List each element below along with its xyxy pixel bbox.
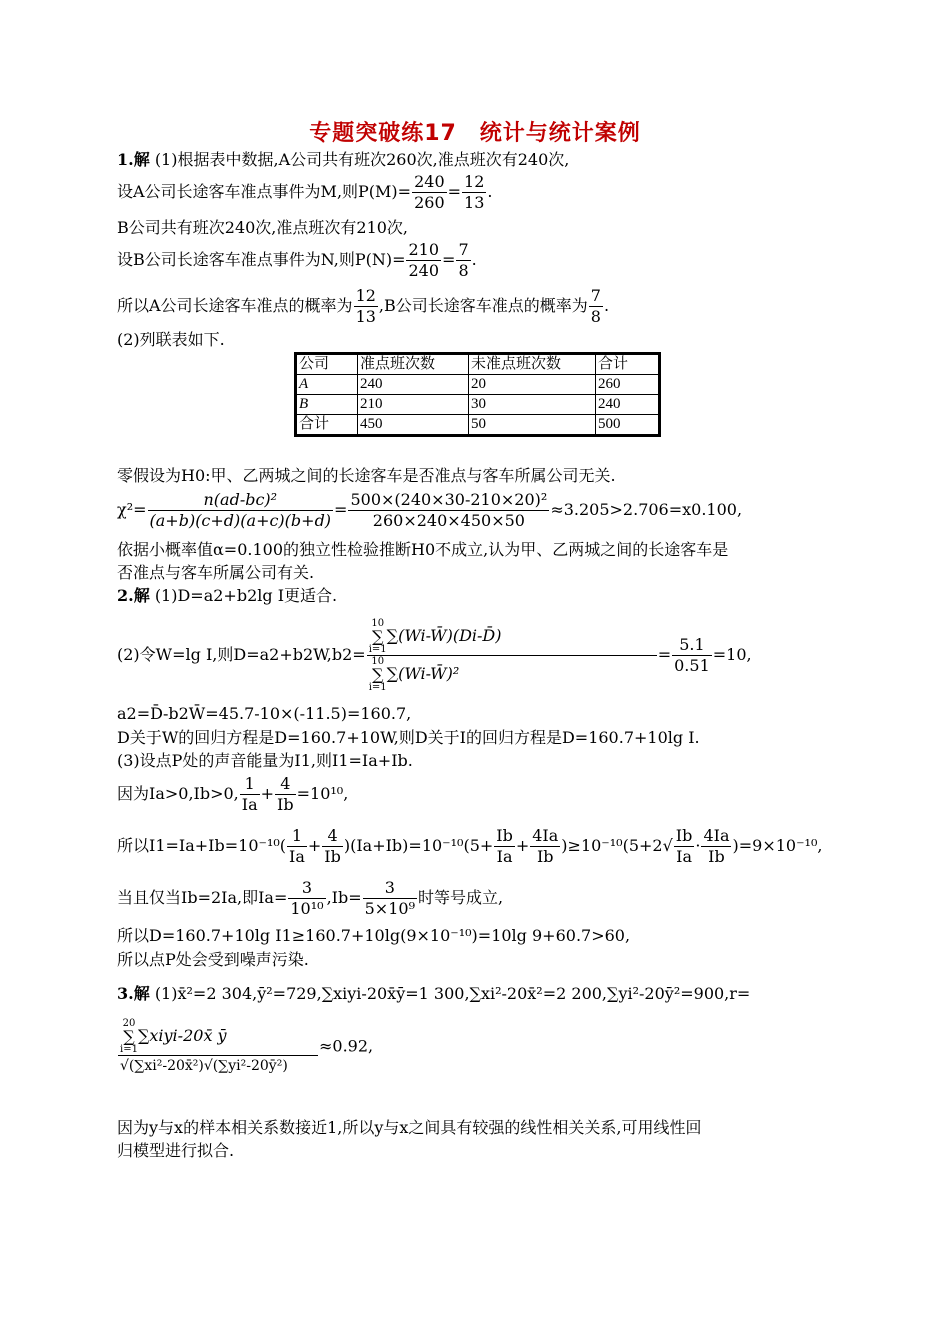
numerator: 3 (363, 878, 417, 899)
q3-line-1 (117, 984, 750, 1004)
denominator: 260 (414, 193, 445, 212)
table-cell: 450 (358, 415, 469, 436)
numerator: 4Ia (703, 826, 730, 845)
q1-line-1 (117, 150, 569, 170)
q1-label: .解 (128, 150, 150, 169)
q1-conclusion-b: ,B公司长途客车准点的概率为 (378, 296, 588, 315)
denominator: Ia (289, 847, 305, 866)
table-cell: B (296, 395, 358, 415)
q2-inequality-c: )≥10⁻¹⁰(5+2√ (561, 836, 673, 855)
table-cell: 240 (358, 375, 469, 395)
denominator-expr: ∑(Wi-W̄)² (386, 664, 460, 683)
denominator: Ib (277, 795, 294, 814)
fraction (148, 490, 334, 531)
fraction (287, 826, 307, 867)
chi-result: ≈3.205>2.706=x0.100, (550, 500, 743, 519)
fraction (462, 172, 486, 213)
q1-conclusion-a: 所以A公司长途客车准点的概率为 (117, 296, 353, 315)
fraction (494, 826, 515, 867)
q2-label: .解 (128, 586, 150, 605)
denominator: 0.51 (674, 656, 710, 675)
fraction (348, 490, 549, 531)
result: ≈0.92, (319, 1036, 374, 1056)
fraction (322, 826, 343, 867)
table-header-row (296, 354, 660, 375)
period: . (471, 250, 477, 269)
numerator: 7 (458, 240, 469, 259)
q2-b2-text: (2)令W=lg I,则D=a2+b2W,b2= (117, 645, 366, 664)
q1-pn-text: 设B公司长途客车准点事件为N,则P(N)= (117, 250, 406, 269)
numerator: n(ad-bc)² (148, 490, 334, 511)
q3-number: 3 (117, 984, 129, 1003)
table-cell: 30 (469, 395, 596, 415)
denominator: Ib (324, 847, 341, 866)
numerator: 210 (408, 240, 440, 259)
table-header-cell: 公司 (296, 354, 358, 375)
q1-conclusion-1: 依据小概率值α=0.100的独立性检验推断H0不成立,认为甲、乙两城之间的长途客车是 (117, 540, 729, 559)
q2-line-6 (117, 774, 348, 815)
plus: + (307, 836, 322, 855)
q2-line-9: 所以D=160.7+10lg I1≥160.7+10lg(9×10⁻¹⁰)=10lg 9+60.7>60, (117, 926, 631, 945)
q1-text: (1)根据表中数据,A公司共有班次260次,准点班次有240次, (154, 150, 570, 169)
denominator: √(∑xi²-20x̄²)√(∑yi²-20ȳ²) (120, 1058, 288, 1074)
denominator: 8 (458, 261, 469, 280)
contingency-table (294, 352, 661, 437)
fraction (672, 635, 712, 676)
q2-line-8 (117, 878, 503, 919)
q1-line-5 (117, 286, 609, 327)
fraction (118, 1018, 318, 1076)
fraction (363, 878, 417, 919)
table-header-cell: 合计 (596, 354, 660, 375)
period: . (487, 182, 493, 201)
table-cell: 500 (596, 415, 660, 436)
q2-line-5: (3)设点P处的声音能量为I1,则I1=Ia+Ib. (117, 751, 413, 770)
table-cell: 210 (358, 395, 469, 415)
table-header-cell: 准点班次数 (358, 354, 469, 375)
numerator: 4Ia (532, 826, 559, 845)
q2-line-1 (117, 586, 337, 606)
denominator: Ia (241, 795, 258, 814)
q2-line-7 (117, 826, 822, 867)
table-row (296, 395, 660, 415)
q1-pm-text: 设A公司长途客车准点事件为M,则P(M)= (117, 182, 412, 201)
fraction (406, 240, 441, 281)
sum-bottom: i=1 (368, 644, 387, 655)
numerator: 12 (464, 172, 485, 191)
numerator: Ib (675, 826, 693, 845)
equals: = (334, 500, 348, 519)
denominator: 10¹⁰ (290, 899, 324, 918)
result: =10¹⁰, (296, 784, 349, 803)
q3-label: .解 (128, 984, 150, 1003)
result: =10, (712, 645, 752, 664)
numerator: 4 (322, 826, 343, 847)
period: . (603, 296, 610, 315)
numerator: 12 (355, 286, 376, 305)
fraction (674, 826, 695, 867)
table-header-cell: 未准点班次数 (469, 354, 596, 375)
q1-chi-square (117, 490, 742, 531)
q3-conclusion-2: 归模型进行拟合. (117, 1141, 235, 1160)
numerator (367, 618, 657, 656)
denominator: 240 (408, 261, 440, 280)
q3-line-2 (117, 1018, 373, 1076)
numerator: Ib (496, 826, 513, 845)
q1-number: 1 (117, 150, 129, 169)
sum-symbol: 10 ∑ i=1 (368, 618, 387, 655)
numerator: 7 (590, 286, 601, 305)
q2-line-2 (117, 618, 752, 693)
chi-label: χ²= (117, 500, 147, 519)
denominator: Ia (496, 847, 513, 866)
denominator: Ib (708, 847, 725, 866)
dot: · (695, 836, 701, 855)
q1-line-3: B公司共有班次240次,准点班次有210次, (117, 218, 409, 237)
numerator: 1 (287, 826, 307, 847)
numerator (118, 1018, 318, 1056)
table-cell: 260 (596, 375, 660, 395)
table-row (296, 415, 660, 436)
q3-conclusion-1: 因为y与x的样本相关系数接近1,所以y与x之间具有较强的线性相关关系,可用线性回 (117, 1118, 702, 1137)
equals: = (442, 250, 456, 269)
equals: = (447, 182, 462, 201)
table-cell: 240 (596, 395, 660, 415)
q2-inequality-b: )(Ia+Ib)=10⁻¹⁰(5+ (343, 836, 494, 855)
table-cell: A (296, 375, 358, 395)
numerator-expr: ∑xiyi-20x̄ ȳ (137, 1026, 227, 1045)
denominator: 13 (355, 307, 376, 326)
sum-symbol: 10 ∑ i=1 (368, 656, 387, 693)
denominator: Ib (536, 847, 554, 866)
equals: = (657, 645, 672, 664)
q1-line-4 (117, 240, 477, 281)
q1-hypothesis: 零假设为H0:甲、乙两城之间的长途客车是否准点与客车所属公司无关. (117, 466, 616, 485)
q2-number: 2 (117, 586, 129, 605)
fraction (701, 826, 731, 867)
sum-top: 10 (371, 618, 385, 629)
plus: + (515, 836, 530, 855)
page-title: 专题突破练17 统计与统计案例 (309, 121, 641, 146)
denominator (367, 656, 657, 693)
numerator: 1 (240, 774, 260, 795)
q2-equality-a: 当且仅当Ib=2Ia,即Ia= (117, 888, 288, 907)
q2-text: (1)D=a2+b2lg I更适合. (154, 586, 338, 605)
q2-line-3: a2=D̄-b2W̄=45.7-10×(-11.5)=160.7, (117, 704, 412, 723)
sum-bottom: i=1 (368, 682, 387, 693)
q2-equality-b: ,Ib= (326, 888, 362, 907)
q1-conclusion-2: 否准点与客车所属公司有关. (117, 563, 315, 582)
fraction (354, 286, 378, 327)
numerator: 500×(240×30-210×20)² (350, 490, 548, 509)
denominator: 13 (464, 193, 485, 212)
table-cell: 20 (469, 375, 596, 395)
fraction (275, 774, 296, 815)
numerator: 3 (288, 878, 325, 899)
denominator: 5×10⁹ (364, 899, 415, 918)
sum-symbol: 20 ∑ i=1 (120, 1018, 138, 1055)
sum-top: 10 (371, 656, 385, 667)
fraction (288, 878, 325, 919)
result: )=9×10⁻¹⁰, (732, 836, 823, 855)
fraction (240, 774, 260, 815)
fraction (412, 172, 447, 213)
denominator: (a+b)(c+d)(a+c)(b+d) (149, 511, 332, 530)
q2-equality-end: 时等号成立, (417, 888, 504, 907)
sum-bottom: i=1 (120, 1044, 138, 1055)
table-cell: 合计 (296, 415, 358, 436)
q2-inequality-a: 所以I1=Ia+Ib=10⁻¹⁰( (117, 836, 287, 855)
q1-line-6: (2)列联表如下. (117, 330, 225, 349)
numerator-expr: ∑(Wi-W̄)(Di-D̄) (386, 626, 502, 645)
fraction (530, 826, 560, 867)
numerator: 240 (414, 172, 445, 191)
plus: + (260, 784, 275, 803)
fraction (589, 286, 603, 327)
q3-text: (1)x̄²=2 304,ȳ²=729,∑xiyi-20x̄ȳ=1 300,∑xi²-20x̄²=2 200,∑yi²-20ȳ²=900,r= (154, 984, 751, 1003)
table-row (296, 375, 660, 395)
denominator: 8 (590, 307, 601, 326)
sum-top: 20 (122, 1018, 136, 1029)
denominator: 260×240×450×50 (372, 511, 525, 530)
numerator: 4 (275, 774, 296, 795)
denominator: Ia (676, 847, 692, 866)
fraction (367, 618, 657, 693)
q2-condition: 因为Ia>0,Ib>0, (117, 784, 239, 803)
numerator: 5.1 (672, 635, 712, 656)
q2-line-4: D关于W的回归方程是D=160.7+10W,则D关于I的回归方程是D=160.7+10lg I. (117, 728, 700, 747)
fraction (456, 240, 470, 281)
q1-line-2 (117, 172, 492, 213)
q2-line-10: 所以点P处会受到噪声污染. (117, 950, 309, 969)
table-cell: 50 (469, 415, 596, 436)
